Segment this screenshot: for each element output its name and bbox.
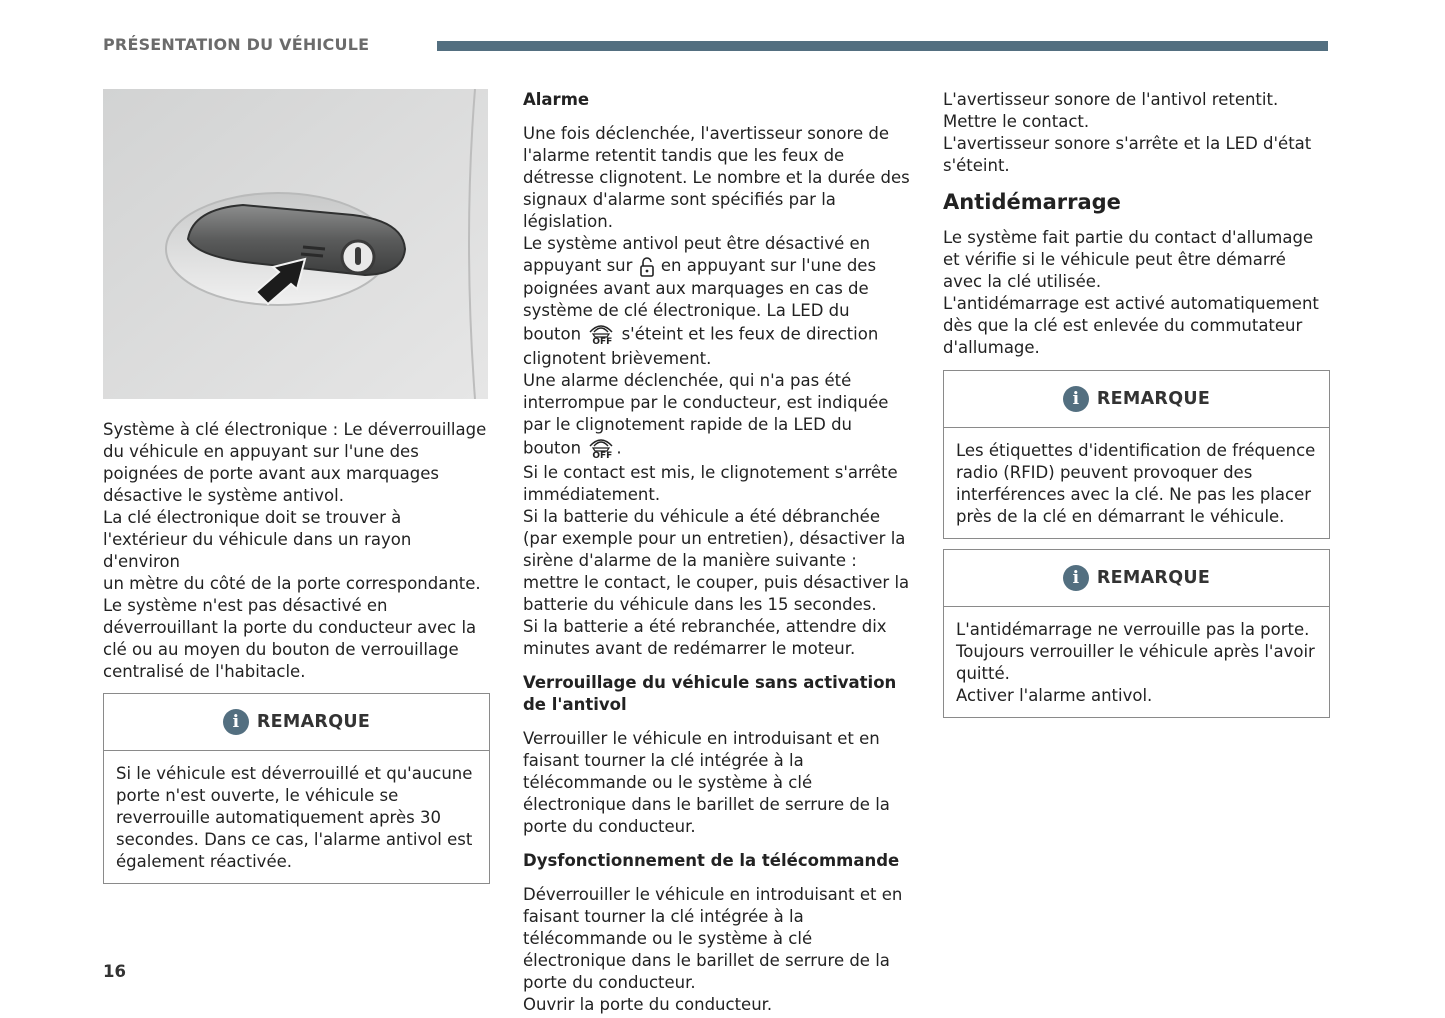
alarm-paragraph-6: Si la batterie a été rebranchée, attendre dix minutes avant de redémarrer le moteur. [523,616,887,658]
col1-paragraph-3: un mètre du côté de la porte correspondante. [103,574,481,593]
alarm-off-button-icon [586,436,616,462]
note-box-2 [943,370,1330,539]
section-title: PRÉSENTATION DU VÉHICULE [103,35,370,54]
note-text-3: Activer l'alarme antivol. [956,686,1153,705]
note-body [104,751,489,883]
immobilizer-paragraph-2: L'antidémarrage est activé automatiquement dès que la clé est enlevée du commutateur d'allumage. [943,294,1319,357]
alarm-paragraph-3b: . [616,438,622,457]
note-title: REMARQUE [1096,389,1211,409]
alarm-paragraph-2c: s'éteint et les feux de direction clignotent brièvement. [523,324,879,368]
note-text-1: L'antidémarrage ne verrouille pas la porte. [956,620,1310,639]
note-title: REMARQUE [256,712,371,732]
alarm-paragraph-4: Si le contact est mis, le clignotement s'arrête immédiatement. [523,462,898,504]
padlock-icon [638,256,656,278]
alarm-paragraph-2 [523,233,911,370]
remote-paragraph-1: Déverrouiller le véhicule en introduisant et en faisant tourner la clé intégrée à la télécommande ou le système à clé électronique dans le barillet de serrure de la porte du conducteur. [523,884,903,992]
note-box-header [104,694,489,751]
note-title: REMARQUE [1096,568,1211,588]
note-text-2: Toujours verrouiller le véhicule après l'avoir quitté. [956,642,1315,683]
info-icon: i [1063,386,1089,412]
door-handle-svg [103,89,488,399]
note-text: Les étiquettes d'identification de fréquence radio (RFID) peuvent provoquer des interférences avec la clé. Ne pas les placer près de la clé en démarrant le véhicule. [956,441,1316,526]
alarm-paragraph-3a: Une alarme déclenchée, qui n'a pas été interrompue par le conducteur, est indiquée par le clignotement rapide de la LED du bouton [523,370,889,457]
immobilizer-paragraph-1: Le système fait partie du contact d'allumage et vérifie si le véhicule peut être démarré avec la clé utilisée. [943,228,1314,291]
col3-paragraph-2: Mettre le contact. [943,112,1090,131]
page-number: 16 [103,962,126,981]
alarm-paragraph-2a: Le système antivol peut être désactivé en appuyant sur [523,234,871,275]
alarm-paragraph-1: Une fois déclenchée, l'avertisseur sonore de l'alarme retentit tandis que les feux de détresse clignotent. Le nombre et la durée des signaux d'alarme sont spécifiés par la législation. [523,124,910,231]
header-bar [437,41,1328,51]
alarm-paragraph-2b: en appuyant sur l'une des poignées avant aux marquages en cas de système de clé électronique. La LED du bouton [523,256,877,343]
alarm-paragraph-5: Si la batterie du véhicule a été débranchée (par exemple pour un entretien), désactiver la sirène d'alarme de la manière suivante : mettre le contact, le couper, puis désactiver la batterie du véhicule dans les 15 secondes. [523,506,910,614]
off-label: OFF [592,336,613,347]
column-1 [103,89,490,884]
door-handle-illustration [103,89,488,399]
remote-heading: Dysfonctionnement de la télécommande [523,850,900,870]
note-box-3 [943,549,1330,718]
info-icon: i [1063,565,1089,591]
immobilizer-heading: Antidémarrage [943,190,1121,214]
note-body [944,428,1329,538]
alarm-off-button-icon [586,322,616,348]
col1-paragraph-2: La clé électronique doit se trouver à l'extérieur du véhicule dans un rayon d'environ [103,508,412,571]
col3-paragraph-1: L'avertisseur sonore de l'antivol retentit. [943,90,1279,109]
col3-paragraph-3: L'avertisseur sonore s'arrête et la LED d'état s'éteint. [943,134,1312,175]
remote-paragraph-2: Ouvrir la porte du conducteur. [523,994,773,1014]
alarm-paragraph-3 [523,370,911,462]
info-icon: i [223,709,249,735]
figure-caption: Système à clé électronique : Le déverrouillage du véhicule en appuyant sur l'une des poignées de porte avant aux marquages désactive le système antivol. [103,420,487,505]
alarm-heading: Alarme [523,90,590,109]
note-box-header [944,550,1329,607]
lock-paragraph-1: Verrouiller le véhicule en introduisant et en faisant tourner la clé intégrée à la télécommande ou le système à clé électronique dans le barillet de serrure de la porte du conducteur. [523,728,890,836]
note-text: Si le véhicule est déverrouillé et qu'aucune porte n'est ouverte, le véhicule se reverrouille automatiquement après 30 secondes. Dans ce cas, l'alarme antivol est également réactivée. [116,764,473,871]
lock-heading: Verrouillage du véhicule sans activation de l'antivol [523,672,897,714]
note-box-1 [103,693,490,884]
off-label: OFF [592,450,613,461]
column-2 [523,89,911,1016]
note-box-header [944,371,1329,428]
col1-paragraph-4: Le système n'est pas désactivé en déverrouillant la porte du conducteur avec la clé ou au moyen du bouton de verrouillage centralisé de l'habitacle. [103,596,477,681]
note-body [944,607,1329,717]
column-3 [943,89,1330,718]
